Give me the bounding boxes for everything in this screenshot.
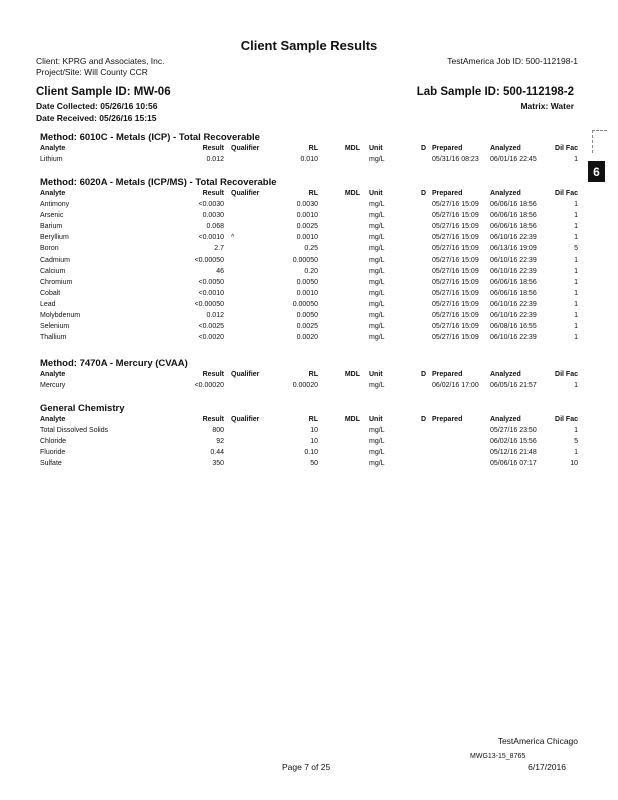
cell-dil: 1	[574, 201, 578, 208]
cell-analyte: Total Dissolved Solids	[40, 427, 109, 434]
cell-unit: mg/L	[369, 334, 385, 342]
cell-unit: mg/L	[369, 323, 385, 331]
column-header-analyzed: Analyzed	[490, 416, 521, 423]
column-header-qualifier: Qualifier	[231, 145, 260, 152]
column-header-result: Result	[202, 416, 224, 423]
client-name: Client: KPRG and Associates, Inc.	[36, 56, 165, 66]
cell-unit: mg/L	[369, 312, 385, 319]
cell-analyzed: 06/10/16 22:39	[490, 312, 537, 319]
cell-prepared: 05/27/16 15:09	[432, 212, 479, 220]
cell-unit: mg/L	[369, 156, 385, 163]
column-header-rl: RL	[308, 145, 318, 152]
cell-prepared: 05/27/16 15:09	[432, 289, 479, 297]
cell-rl: 0.0020	[296, 334, 318, 342]
cell-prepared: 05/27/16 15:09	[432, 201, 479, 208]
cell-result: <0.0050	[198, 278, 224, 286]
cell-unit: mg/L	[369, 300, 385, 308]
column-header-mdl: MDL	[344, 145, 360, 152]
cell-rl: 0.10	[304, 449, 318, 457]
cell-result: 800	[212, 427, 224, 434]
cell-result: <0.0010	[198, 289, 224, 297]
column-header-prepared: Prepared	[432, 371, 463, 378]
cell-result: <0.00050	[194, 256, 224, 264]
cell-rl: 0.0010	[296, 289, 318, 297]
cell-rl: 0.00050	[292, 300, 318, 308]
cell-dil: 1	[574, 427, 578, 434]
cell-qualifier: ^	[231, 234, 235, 242]
cell-result: <0.00020	[194, 382, 224, 389]
cell-dil: 1	[574, 312, 578, 319]
column-header-result: Result	[202, 190, 224, 197]
cell-prepared: 05/27/16 15:09	[432, 323, 479, 331]
cell-unit: mg/L	[369, 438, 385, 446]
cell-unit: mg/L	[369, 427, 385, 434]
cell-result: <0.00050	[194, 300, 224, 308]
cell-dil: 1	[574, 234, 578, 242]
cell-result: 350	[212, 460, 224, 468]
cell-analyte: Selenium	[40, 323, 70, 331]
column-header-rl: RL	[308, 190, 318, 197]
cell-dil: 1	[574, 256, 578, 264]
cell-rl: 0.00020	[292, 382, 318, 389]
cell-rl: 10	[310, 438, 318, 446]
cell-result: 0.012	[206, 312, 224, 319]
date-collected: Date Collected: 05/26/16 10:56	[36, 101, 158, 111]
column-header-qualifier: Qualifier	[231, 371, 260, 378]
method-title: Method: 6010C - Metals (ICP) - Total Recoverable	[40, 132, 260, 143]
cell-analyte: Calcium	[40, 267, 66, 275]
cell-dil: 10	[570, 460, 578, 468]
cell-dil: 1	[574, 449, 578, 457]
cell-prepared: 05/27/16 15:09	[432, 312, 479, 319]
cell-analyzed: 05/27/16 23:50	[490, 427, 537, 434]
cell-unit: mg/L	[369, 460, 385, 468]
cell-analyte: Mercury	[40, 382, 66, 389]
cell-analyte: Arsenic	[40, 212, 64, 220]
cell-dil: 1	[574, 156, 578, 163]
cell-rl: 0.0050	[296, 278, 318, 286]
column-header-result: Result	[202, 371, 224, 378]
cell-prepared: 05/27/16 15:09	[432, 300, 479, 308]
cell-unit: mg/L	[369, 289, 385, 297]
footer-date: 6/17/2016	[528, 762, 566, 772]
cell-unit: mg/L	[369, 382, 385, 389]
cell-result: 92	[216, 438, 224, 446]
cell-result: 0.44	[210, 449, 224, 457]
column-header-unit: Unit	[369, 416, 383, 423]
cell-rl: 0.0025	[296, 223, 318, 231]
cell-result: 0.012	[206, 156, 224, 163]
cell-prepared: 05/27/16 15:09	[432, 223, 479, 231]
column-header-dil: Dil Fac	[555, 371, 578, 378]
cell-analyzed: 06/02/16 15:56	[490, 438, 537, 446]
method-title: Method: 6020A - Metals (ICP/MS) - Total Recoverable	[40, 177, 277, 188]
cell-unit: mg/L	[369, 449, 385, 457]
column-header-mdl: MDL	[344, 190, 360, 197]
cell-unit: mg/L	[369, 245, 385, 253]
cell-unit: mg/L	[369, 212, 385, 220]
cell-analyzed: 06/10/16 22:39	[490, 300, 537, 308]
client-sample-id: Client Sample ID: MW-06	[36, 86, 171, 98]
cell-analyzed: 06/10/16 22:39	[490, 234, 537, 242]
cell-prepared: 05/27/16 15:09	[432, 278, 479, 286]
cell-unit: mg/L	[369, 278, 385, 286]
cell-analyzed: 06/05/16 21:57	[490, 382, 537, 389]
cell-result: 0.068	[206, 223, 224, 231]
cell-analyzed: 06/01/16 22:45	[490, 156, 537, 163]
cell-result: 46	[216, 267, 224, 275]
cell-unit: mg/L	[369, 201, 385, 208]
cell-analyzed: 06/08/16 16:55	[490, 323, 537, 331]
cell-prepared: 05/27/16 15:09	[432, 245, 479, 253]
cell-analyzed: 06/13/16 19:09	[490, 245, 537, 253]
column-header-rl: RL	[308, 416, 318, 423]
cell-rl: 0.00050	[292, 256, 318, 264]
cell-analyte: Lead	[40, 300, 56, 308]
cell-dil: 1	[574, 223, 578, 231]
cell-prepared: 05/27/16 15:09	[432, 267, 479, 275]
column-header-analyzed: Analyzed	[490, 145, 521, 152]
cell-result: <0.0030	[198, 201, 224, 208]
column-header-rl: RL	[308, 371, 318, 378]
cell-dil: 1	[574, 323, 578, 331]
cell-analyte: Cadmium	[40, 256, 70, 264]
column-header-analyte: Analyte	[40, 371, 66, 378]
cell-dil: 1	[574, 300, 578, 308]
cell-dil: 1	[574, 278, 578, 286]
job-id: TestAmerica Job ID: 500-112198-1	[447, 56, 578, 66]
cell-analyzed: 06/10/16 22:39	[490, 267, 537, 275]
column-header-unit: Unit	[369, 190, 383, 197]
cell-unit: mg/L	[369, 267, 385, 275]
cell-dil: 1	[574, 212, 578, 220]
cell-analyzed: 06/06/16 18:56	[490, 212, 537, 220]
section-tab: 6	[588, 161, 605, 182]
cell-rl: 0.0030	[296, 201, 318, 208]
footer-doc-code: MWG13-15_8765	[470, 753, 526, 760]
cell-dil: 5	[574, 245, 578, 253]
cell-rl: 0.0050	[296, 312, 318, 319]
cell-dil: 1	[574, 267, 578, 275]
column-header-result: Result	[202, 145, 224, 152]
cell-dil: 1	[574, 289, 578, 297]
cell-result: 0.0030	[202, 212, 224, 220]
column-header-mdl: MDL	[344, 371, 360, 378]
column-header-analyte: Analyte	[40, 145, 66, 152]
cell-dil: 1	[574, 334, 578, 342]
column-header-d: D	[421, 416, 427, 423]
column-header-qualifier: Qualifier	[231, 416, 260, 423]
column-header-prepared: Prepared	[432, 416, 463, 423]
cell-analyte: Cobalt	[40, 289, 61, 297]
method-title: General Chemistry	[40, 403, 125, 414]
footer-lab: TestAmerica Chicago	[497, 736, 578, 746]
cell-unit: mg/L	[369, 223, 385, 231]
lab-sample-id: Lab Sample ID: 500-112198-2	[416, 86, 574, 98]
cell-analyte: Barium	[40, 223, 63, 231]
cell-rl: 0.25	[304, 245, 318, 253]
cell-analyte: Boron	[40, 245, 59, 253]
cell-analyzed: 06/06/16 18:56	[490, 278, 537, 286]
cell-rl: 0.0025	[296, 323, 318, 331]
cell-analyte: Thallium	[40, 334, 67, 342]
scan-mark	[592, 130, 607, 153]
cell-unit: mg/L	[369, 256, 385, 264]
cell-analyte: Molybdenum	[40, 312, 81, 319]
cell-analyzed: 06/10/16 22:39	[490, 256, 537, 264]
cell-result: <0.0020	[198, 334, 224, 342]
footer-page: Page 7 of 25	[282, 762, 331, 772]
cell-analyzed: 06/06/16 18:56	[490, 201, 537, 208]
column-header-d: D	[421, 190, 427, 197]
project-site: Project/Site: Will County CCR	[36, 67, 148, 77]
cell-analyte: Chromium	[40, 278, 73, 286]
date-received: Date Received: 05/26/16 15:15	[36, 113, 157, 123]
column-header-mdl: MDL	[344, 416, 360, 423]
cell-unit: mg/L	[369, 234, 385, 242]
cell-rl: 50	[310, 460, 318, 468]
cell-rl: 0.0010	[296, 212, 318, 220]
cell-rl: 10	[310, 427, 318, 434]
column-header-unit: Unit	[369, 371, 383, 378]
column-header-dil: Dil Fac	[555, 145, 578, 152]
cell-analyzed: 06/06/16 18:56	[490, 223, 537, 231]
column-header-analyte: Analyte	[40, 416, 66, 423]
column-header-analyte: Analyte	[40, 190, 66, 197]
column-header-d: D	[421, 371, 427, 378]
column-header-analyzed: Analyzed	[490, 190, 521, 197]
cell-prepared: 06/02/16 17:00	[432, 382, 479, 389]
cell-rl: 0.0010	[296, 234, 318, 242]
cell-rl: 0.20	[304, 267, 318, 275]
cell-prepared: 05/27/16 15:09	[432, 256, 479, 264]
cell-analyte: Beryllium	[40, 234, 69, 242]
cell-analyte: Chloride	[40, 438, 67, 446]
cell-prepared: 05/27/16 15:09	[432, 234, 479, 242]
cell-analyzed: 05/06/16 07:17	[490, 460, 537, 468]
column-header-dil: Dil Fac	[555, 416, 578, 423]
cell-analyte: Fluoride	[40, 449, 66, 457]
cell-result: 2.7	[214, 245, 224, 253]
matrix: Matrix: Water	[520, 101, 574, 111]
column-header-unit: Unit	[369, 145, 383, 152]
column-header-qualifier: Qualifier	[231, 190, 260, 197]
cell-dil: 1	[574, 382, 578, 389]
method-title: Method: 7470A - Mercury (CVAA)	[40, 358, 188, 369]
cell-prepared: 05/31/16 08:23	[432, 156, 479, 163]
cell-analyzed: 06/06/16 18:56	[490, 289, 537, 297]
cell-result: <0.0025	[198, 323, 224, 331]
page-title: Client Sample Results	[240, 38, 378, 53]
cell-analyzed: 06/10/16 22:39	[490, 334, 537, 342]
cell-result: <0.0010	[198, 234, 224, 242]
column-header-d: D	[421, 145, 427, 152]
column-header-dil: Dil Fac	[555, 190, 578, 197]
cell-analyte: Lithium	[40, 156, 63, 163]
column-header-analyzed: Analyzed	[490, 371, 521, 378]
column-header-prepared: Prepared	[432, 190, 463, 197]
cell-prepared: 05/27/16 15:09	[432, 334, 479, 342]
cell-analyte: Sulfate	[40, 460, 62, 468]
cell-analyte: Antimony	[40, 201, 70, 208]
cell-rl: 0.010	[300, 156, 318, 163]
column-header-prepared: Prepared	[432, 145, 463, 152]
cell-dil: 5	[574, 438, 578, 446]
cell-analyzed: 05/12/16 21:48	[490, 449, 537, 457]
